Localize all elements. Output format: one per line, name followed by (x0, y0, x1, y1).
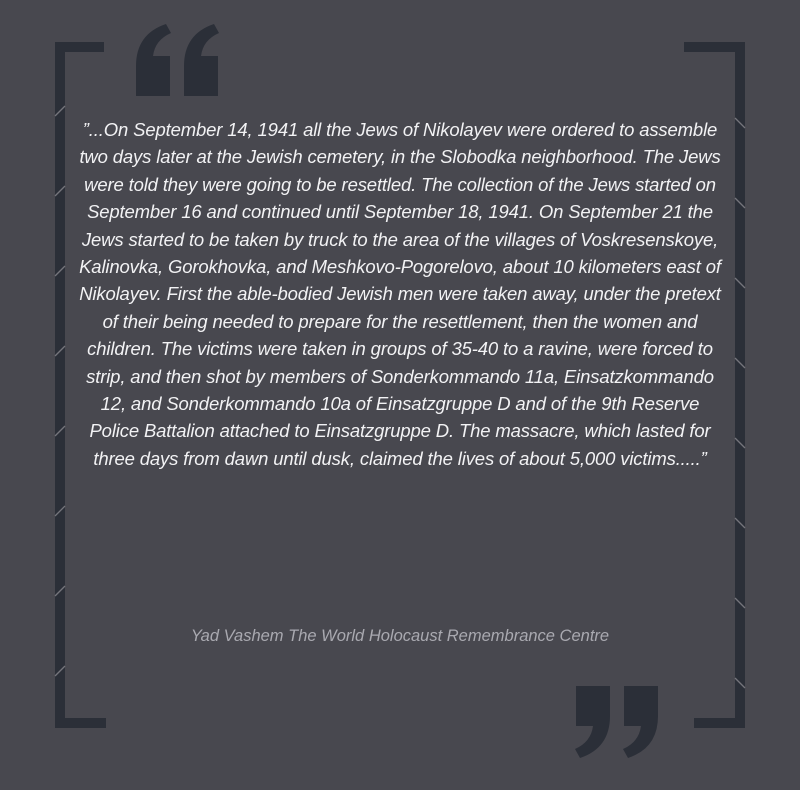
opening-quote-icon (136, 24, 219, 96)
quote-text: ”...On September 14, 1941 all the Jews of Nikolayev were ordered to assemble two days later at the Jewish cemetery, in the Slobodka neighborhood. The Jews were told they were going to be resettled. The collection of the Jews started on September 16 and continued until September 18, 1941. On September 21 the Jews started to be taken by truck to the area of the villages of Voskresenskoye, Kalinovka, Gorokhovka, and Meshkovo-Pogorelovo, about 10 kilometers east of Nikolayev. First the able-bodied Jewish men were taken away, under the pretext of their being needed to prepare for the resettlement, then the women and children. The victims were taken in groups of 35-40 to a ravine, were forced to strip, and then shot by members of Sonderkommando 11a, Einsatzkommando 12, and Sonderkommando 10a of Einsatzgruppe D and of the 9th Reserve Police Battalion attached to Einsatzgruppe D. The massacre, which lasted for three days from dawn until dusk, claimed the lives of about 5,000 victims.....” (79, 119, 721, 469)
quote-attribution: Yad Vashem The World Holocaust Remembrance Centre (190, 627, 610, 645)
closing-quote-icon (575, 686, 658, 758)
